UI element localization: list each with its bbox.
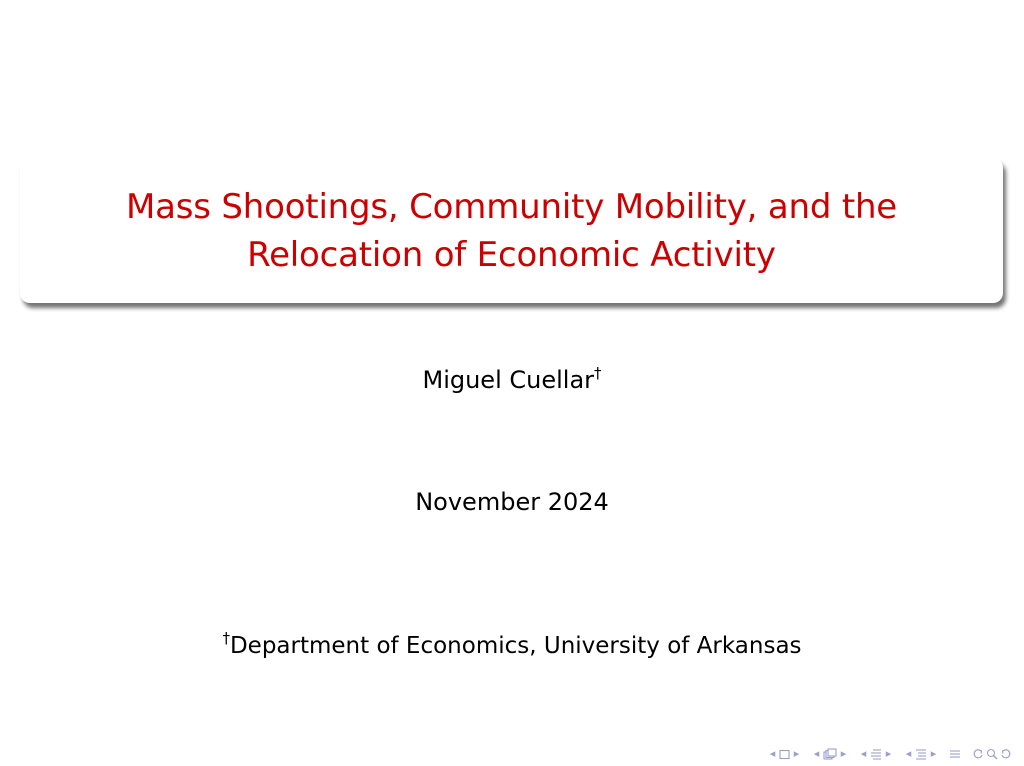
prev-arrow-icon[interactable]: ◂: [769, 747, 776, 760]
institute-name: Department of Economics, University of Arkansas: [229, 633, 802, 659]
forward-loop-icon[interactable]: [1000, 748, 1012, 760]
next-arrow-icon[interactable]: ▸: [840, 747, 847, 760]
nav-tools-group[interactable]: [972, 748, 1012, 760]
back-loop-icon[interactable]: [972, 748, 984, 760]
slide-frame-icon[interactable]: [779, 749, 790, 760]
prev-arrow-icon[interactable]: ◂: [860, 747, 867, 760]
nav-slide-group[interactable]: [768, 746, 801, 762]
author-name: Miguel Cuellar: [422, 366, 595, 394]
search-icon[interactable]: [986, 748, 998, 760]
next-arrow-icon[interactable]: ▸: [930, 747, 937, 760]
title-box: [20, 158, 1003, 303]
nav-section-group[interactable]: [904, 746, 938, 762]
next-arrow-icon[interactable]: ▸: [793, 747, 800, 760]
nav-subsection-group[interactable]: [859, 746, 893, 762]
prev-arrow-icon[interactable]: ◂: [813, 747, 820, 760]
nav-align-group[interactable]: [949, 748, 961, 760]
frame-stack-icon[interactable]: [823, 748, 837, 760]
author: [0, 364, 1024, 396]
subsection-icon[interactable]: [870, 748, 882, 760]
beamer-navigation-bar: [768, 746, 1012, 762]
nav-frame-group[interactable]: [812, 746, 848, 762]
align-icon[interactable]: [949, 748, 961, 760]
slide-title-line-1: Mass Shootings, Community Mobility, and the: [125, 186, 898, 227]
author-footnote-mark: †: [594, 364, 602, 382]
slide-title-line-2: Relocation of Economic Activity: [247, 234, 776, 275]
section-icon[interactable]: [915, 748, 927, 760]
next-arrow-icon[interactable]: ▸: [885, 747, 892, 760]
prev-arrow-icon[interactable]: ◂: [905, 747, 912, 760]
institute: [0, 630, 1024, 662]
institute-footnote-mark: †: [222, 629, 230, 647]
date: November 2024: [415, 488, 609, 516]
